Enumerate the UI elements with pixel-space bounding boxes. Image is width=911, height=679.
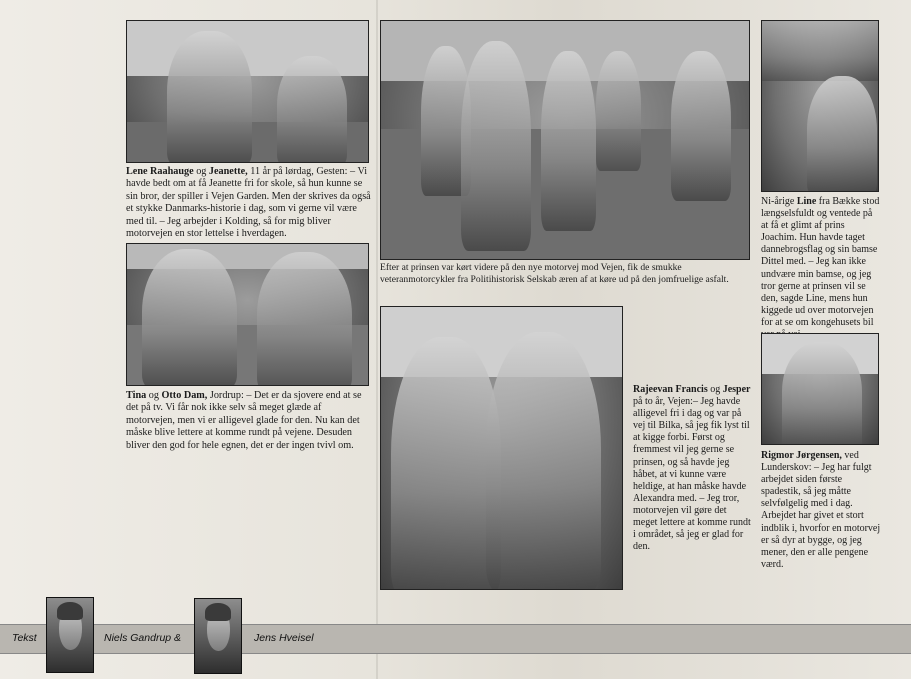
byline-label: Tekst (12, 632, 37, 644)
caption-text: 11 år på lørdag, Gesten: – Vi havde bedt om at få Jeanette fri for skole, så hun kunne se sin bror, der spiller i Vejen Garden. Men der skrives da også et stykke Danmarks-historie i dag, som vi gerne vil være med til. – Jeg arbejder i Kolding, så for mig bliver motorvejen en stor lettelse i hverdagen. (126, 166, 371, 240)
caption-text: Jordrup: – Det er da sjovere end at se det på tv. Vi får nok ikke selv så meget glæde af motorvejen, men vi er alligevel glade for den. Nu kan det måske blive lettere at komme rundt på vejene. Desuden bliver den god for hele egnen, det er der ingen tvivl om. (126, 390, 362, 451)
caption-name: Lene Raahauge (126, 166, 194, 177)
caption-name: Jesper (722, 384, 751, 395)
caption-connector: og (710, 384, 721, 395)
caption-text: fra Bække stod længselsfuldt og ventede på at få et glimt af prins Joachim. Hun havde taget dannebrogsflag og sin bamse Dittel med. – Jeg kan ikke undvære min bamse, og jeg tror gerne at prinsen vil se den, sagde Line, mens hun kiggede ud over motorvejen for at se om kongehusets bil (761, 196, 880, 328)
caption-tina-otto (126, 390, 371, 452)
caption-text: Efter at prinsen var kørt videre på den nye motorvej mod Vejen, fik de smukke veteranmotorcykler fra Politihistorisk Selskab æren af at køre ud på den jomfruelige asfalt. (380, 262, 729, 285)
caption-text: på to år, Vejen:– Jeg havde alligevel fri i dag og var på vej til Bilka, så jeg fik lyst til at kigge forbi. Først og fremmest vil jeg gerne se prinsen, og så havde jeg håbet, at vi kunne være heldige, at han måske havde Alexandra med. – Jeg tror, motorvejen vil gøre det meget lettere at komme rundt i området, så jeg er glad for den. (633, 396, 751, 553)
caption-name: Rigmor Jørgensen, (761, 450, 842, 461)
photo-veteran-motorcycles (380, 20, 750, 260)
caption-text: ved Lunderskov: – Jeg har fulgt arbejdet siden første spadestik, så jeg måtte selvfølgelig med i dag. Arbejdet har givet et stort indblik i, hvorfor en motorvej er så dyr at bygge, og jeg mener, den er alle pengene værd. (761, 450, 881, 570)
byline-author-1: Niels Gandrup & (104, 632, 182, 644)
author-portrait-niels (46, 597, 94, 673)
photo-lene-jeanette (126, 20, 369, 163)
photo-tina-otto (126, 243, 369, 386)
caption-rajeevan-jesper (633, 384, 751, 553)
caption-name: Line (796, 196, 817, 207)
caption-name: Otto Dam, (161, 390, 208, 401)
caption-text: Ni-årige (761, 196, 795, 207)
photo-line (761, 20, 879, 192)
caption-veteran-motorcycles (380, 262, 752, 285)
photo-rigmor (761, 333, 879, 445)
caption-line (761, 196, 881, 341)
photo-rajeevan-jesper (380, 306, 623, 590)
caption-connector: og (148, 390, 159, 401)
caption-name: Rajeevan Francis (633, 384, 708, 395)
caption-name: Tina (126, 390, 147, 401)
caption-connector: og (196, 166, 207, 177)
author-portrait-jens (194, 598, 242, 674)
caption-name: Jeanette, (208, 166, 248, 177)
caption-rigmor (761, 450, 881, 571)
caption-lene-jeanette (126, 166, 371, 240)
page-fold (376, 0, 378, 679)
byline-author-2: Jens Hveisel (254, 632, 314, 644)
